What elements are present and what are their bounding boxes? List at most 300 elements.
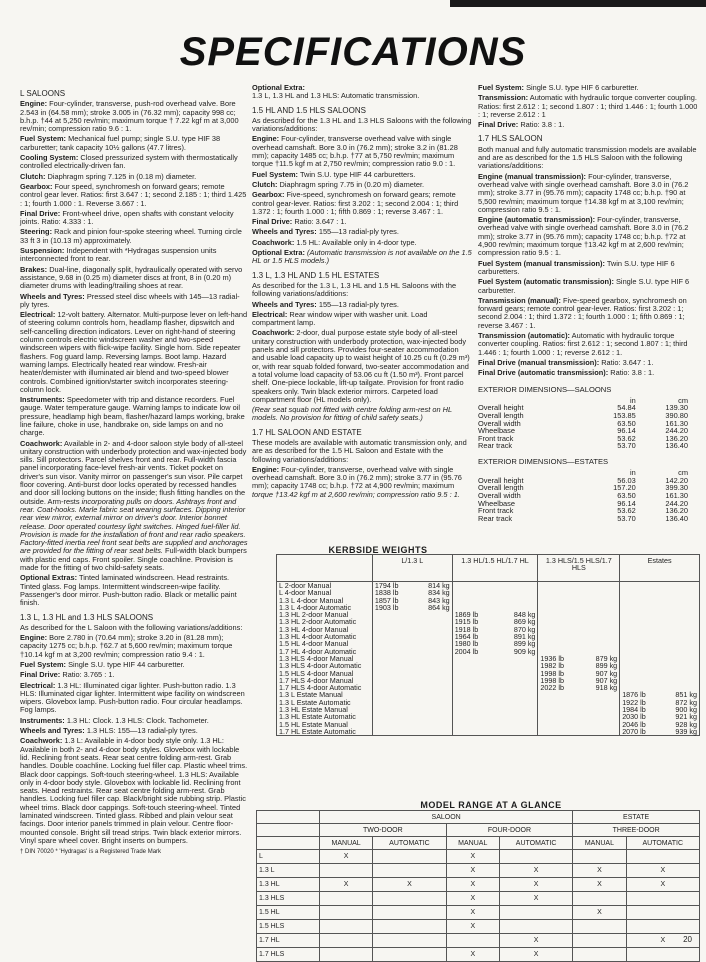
spec-label: Wheels and Tyres: [20, 726, 85, 736]
spec-text: Diaphragm spring 7.75 in (0.20 m) diameter. [279, 179, 425, 189]
spec-label: Steering: [20, 227, 53, 237]
dimension-cm: 161.30 [665, 418, 688, 428]
weight-lb: 1936 lb [540, 653, 565, 663]
section-heading-1-7-hl: 1.7 HL SALOON AND ESTATE [252, 427, 362, 437]
weight-kg: 843 kg [428, 595, 450, 605]
dimension-in: 53.70 [617, 441, 636, 451]
spec-item [478, 297, 700, 330]
spec-label: Brakes: [20, 264, 48, 274]
weight-lb: 2004 lb [454, 646, 479, 656]
kerbside-model-name: 1.3 HLS 4-door Manual [279, 653, 354, 663]
kerbside-estates-cell [620, 582, 700, 736]
kerbside-model-name: 1.3 L 4-door Manual [279, 595, 344, 605]
model-range-header-1 [257, 811, 700, 824]
kerbside-spacer [622, 633, 697, 640]
spec-label: Final Drive: [478, 120, 519, 130]
availability-mark [320, 892, 373, 906]
spec-item [252, 218, 472, 226]
kerbside-spacer [622, 589, 697, 596]
weight-kg: 864 kg [428, 602, 450, 612]
spec-item [20, 671, 248, 679]
availability-mark [373, 850, 446, 864]
availability-mark: X [320, 850, 373, 864]
model-range-row [257, 906, 700, 920]
weight-kg: 814 kg [428, 581, 450, 590]
spec-text: 12-volt battery. Alternator. Multi-purpose lever on left-hand of steering column controls horn, headlamp flasher, dipswitch and self-cancelling direction indicators. Lever on right-hand of steering column controls electric windscreen washer and two-speed windscreen wipers with flick-wipe facility. Single horn. Side repeater flashers. Fog guard lamp. Reversing lamps. Boot lamp. Hazard warning lamps. Electrically heated rear window. Fresh-air heater/demister with illuminated air blend and two-speed blower controls. Combined ignition/starter switch incorporates steering-column lock. [20, 310, 248, 394]
weight-kg: 900 kg [675, 705, 697, 715]
dimension-in: 53.62 [617, 433, 636, 443]
weight-lb: 2022 lb [540, 683, 565, 693]
availability-mark: X [446, 864, 499, 878]
dim-estates-body [478, 477, 688, 523]
spec-item [252, 84, 472, 101]
weight-lb: 2046 lb [622, 719, 646, 729]
spec-label: Engine: [20, 633, 48, 643]
weight-lb: 1998 lb [540, 668, 565, 678]
column-middle [252, 84, 472, 501]
spec-item [478, 121, 700, 129]
model-name: 1.3 HL [257, 878, 320, 892]
dimension-label: Overall width [478, 418, 521, 428]
spec-item [20, 154, 248, 171]
kerbside-model-name: 1.7 HL 4-door Automatic [279, 646, 357, 656]
weight-lb: 1876 lb [622, 690, 646, 700]
dimension-in: 56.03 [617, 475, 636, 485]
dim-unit-cm: cm [678, 468, 688, 478]
spec-label: Fuel System: [20, 660, 67, 669]
weight-kg: 851 kg [675, 690, 697, 700]
kerbside-model-name: 1.3 L Estate Automatic [279, 697, 351, 707]
kerbside-model-name: 1.3 L 4-door Automatic [279, 602, 352, 612]
spec-text: Single S.U. type HIF 6 carburetter. [526, 83, 639, 92]
dimension-label: Overall width [478, 491, 521, 501]
weight-lb: 1869 lb [454, 610, 479, 620]
availability-mark [373, 934, 446, 948]
model-name: 1.3 HLS [257, 892, 320, 906]
dim-unit-cm: cm [678, 395, 688, 405]
availability-mark [626, 892, 699, 906]
model-range-table [256, 810, 700, 962]
spec-label: Final Drive: [252, 217, 293, 227]
kerbside-model-name: 1.3 HL 4-door Automatic [279, 632, 357, 642]
l-saloon-spec-list [20, 100, 248, 607]
1-7-hl-spec-list-cont [478, 84, 700, 129]
availability-mark: X [499, 948, 572, 962]
kerbside-spacer [540, 582, 617, 589]
kerbside-spacer [622, 662, 697, 669]
spec-label: Fuel System: [252, 169, 299, 179]
model-range-row [257, 948, 700, 962]
spec-label: Transmission: [478, 93, 529, 103]
weight-kg: 899 kg [513, 639, 536, 649]
dimension-in: 63.50 [617, 491, 636, 501]
spec-text: Five-speed, synchromesh on forward gears; remote control gear-lever. Ratios: first 3.202 : 1; second 2.004 : 1; third 1.372 : 1; fourth 1.000 : 1; fifth 0.869 : 1; reverse 3.467 : 1. [252, 190, 459, 216]
kerbside-model-name: 1.5 HL 4-door Manual [279, 639, 349, 649]
spec-text: Speedometer with trip and distance recorders. Fuel gauge. Water temperature gauge. Warning lamps to indicate low oil pressure, headlamp high beam, flasher/hazard lamps working, brake line failure, choke in use, handbrake on, side lamps on and no charge. [20, 395, 245, 438]
section-intro: As described for the 1.3 HL and 1.3 HLS Saloons with the following variations/additions: [252, 115, 472, 134]
weight-kg: 928 kg [675, 719, 697, 729]
dimension-row [478, 442, 688, 450]
spec-label: Instruments: [20, 715, 65, 725]
kerbside-column-header: 1.3 HL/1.5 HL/1.7 HL [452, 555, 538, 582]
spec-item [20, 266, 248, 291]
spec-label: Wheels and Tyres: [252, 299, 317, 309]
section-intro: These models are available with automatic transmission only, and are as described for the 1.5 HL Saloon and Estate with the following variations/additions: [252, 437, 467, 464]
spec-item [20, 247, 248, 264]
kerbside-model-name: 1.3 HL 2-door Automatic [279, 617, 357, 627]
weight-kg: 848 kg [513, 610, 536, 620]
kerbside-model-name: 1.3 HL 4-door Manual [279, 624, 349, 634]
spec-text: Ratio: 3.765 : 1. [62, 670, 115, 680]
page-number: 20 [683, 935, 692, 944]
spec-item [478, 84, 700, 92]
dimension-label: Wheelbase [478, 426, 515, 436]
weight-kg: 834 kg [428, 588, 450, 598]
spec-text: Ratio: 3.647 : 1. [601, 357, 654, 367]
dimension-in: 63.50 [617, 418, 636, 428]
spec-item [20, 682, 248, 715]
spec-text-italic: torque †13.42 kgf m at 2,600 rev/min; compression ratio 9.5 : 1. [252, 489, 460, 499]
kerbside-spacer [622, 618, 697, 625]
spec-label: Engine: [20, 99, 48, 109]
model-range-row [257, 920, 700, 934]
kerbside-hl-cell [452, 582, 538, 736]
spec-item [252, 181, 472, 189]
spec-label: Electrical: [20, 310, 56, 320]
weight-lb: 1838 lb [374, 588, 399, 598]
spec-text: Single S.U. type HIF 44 carburetter. [68, 660, 185, 669]
spec-label: Engine (manual transmission): [478, 171, 587, 181]
dimensions-estates-table [478, 469, 688, 522]
estate-note: (Rear seat squab not fitted with centre folding arm-rest on HL models. No provision for fitting of child safety seats.) [252, 405, 452, 423]
dimension-cm: 161.30 [665, 491, 688, 501]
availability-mark: X [573, 906, 626, 920]
spec-text: Diaphragm spring 7.125 in (0.18 m) diameter. [47, 171, 197, 181]
automatic-header: AUTOMATIC [499, 837, 572, 850]
kerbside-model-name: L 2-door Manual [279, 581, 332, 590]
section-heading-estates: 1.3 L, 1.3 HL AND 1.5 HL ESTATES [252, 270, 380, 280]
dim-saloons-body [478, 404, 688, 450]
dimension-in: 153.85 [613, 410, 636, 420]
spec-item [478, 173, 700, 214]
spec-item [252, 171, 472, 179]
manual-header: MANUAL [320, 837, 373, 850]
spec-label: Cooling System: [20, 153, 79, 163]
spec-text: Four-cylinder, transverse, overhead valve with single overhead camshaft. Bore 3.0 in (76.2 mm); stroke 3.77 in (95.76 mm); capacity 1748 cc; b.h.p. †90 at 5,500 rev/min; maximum torque †14.38 kgf m at 3,100 rev/min; compression ratio 9.5 : 1. [478, 171, 689, 214]
kerbside-spacer [540, 589, 617, 596]
estate-spec-list [252, 301, 472, 405]
availability-mark [499, 850, 572, 864]
spec-item [478, 332, 700, 357]
availability-mark [373, 906, 446, 920]
model-range-header-3 [257, 837, 700, 850]
spec-item [20, 634, 248, 659]
kerbside-model-name: 1.5 HLS 4-door Manual [279, 668, 354, 678]
dimension-in: 96.14 [617, 426, 636, 436]
dimension-cm: 399.30 [665, 483, 688, 493]
spec-item [20, 311, 248, 394]
spec-text: Closed pressurized system with thermostatically controlled electrically-driven fan. [20, 153, 238, 171]
availability-mark [320, 906, 373, 920]
model-range-corner [257, 837, 320, 850]
spec-label: Coachwork: [20, 438, 63, 448]
kerbside-column-header: Estates [620, 555, 700, 582]
kerbside-spacer [622, 648, 697, 655]
weight-lb: 2030 lb [622, 712, 646, 722]
kerbside-spacer [455, 597, 536, 604]
column-right [478, 84, 700, 522]
spec-label: Transmission (automatic): [478, 331, 570, 341]
weight-kg: 870 kg [513, 624, 536, 634]
spec-item [478, 359, 700, 367]
spec-text: 1.3 HLS: 155—13 radial-ply tyres. [86, 726, 198, 736]
model-name: 1.3 L [257, 864, 320, 878]
kerbside-model-name: 1.3 HL Estate Automatic [279, 712, 356, 722]
kerbside-body-row [277, 582, 700, 736]
spec-label: Coachwork: [252, 237, 295, 247]
kerbside-spacer [622, 611, 697, 618]
model-range-row [257, 892, 700, 906]
dimension-label: Front track [478, 506, 514, 516]
spec-label: Optional Extras: [20, 573, 78, 583]
weight-kg: 899 kg [595, 661, 618, 671]
kerbside-weight-row [622, 728, 697, 735]
availability-mark: X [499, 892, 572, 906]
section-heading-1-7-hls: 1.7 HLS SALOON [478, 134, 543, 144]
spec-item [252, 249, 472, 266]
automatic-header: AUTOMATIC [373, 837, 446, 850]
weight-kg: 879 kg [595, 653, 618, 663]
spec-item [20, 228, 248, 245]
model-name: L [257, 850, 320, 864]
dimension-cm: 136.20 [665, 506, 688, 516]
availability-mark [499, 920, 572, 934]
manual-header: MANUAL [446, 837, 499, 850]
kerbside-spacer [622, 670, 697, 677]
availability-mark [373, 892, 446, 906]
kerbside-spacer [455, 582, 536, 589]
saloon-header: SALOON [320, 811, 573, 824]
weight-lb: 1982 lb [540, 661, 565, 671]
dimension-label: Overall height [478, 403, 524, 413]
availability-mark [320, 864, 373, 878]
dimension-in: 54.84 [617, 403, 636, 413]
spec-text: Dual-line, diagonally split, hydraulically operated with servo assistance, 9.68 in (0.25 m) diameter discs at front, 8 in (0.20 m) diameter drums with leading/trailing shoes at rear. [20, 264, 243, 291]
dimension-label: Overall length [478, 483, 524, 493]
spec-label: Final Drive (manual transmission): [478, 357, 600, 367]
weight-lb: 1964 lb [454, 632, 479, 642]
availability-mark [320, 948, 373, 962]
kerbside-model-name: L 4-door Manual [279, 588, 332, 598]
model-range-body [257, 850, 700, 962]
kerbside-model-name: 1.3 HL 2-door Manual [279, 610, 349, 620]
weight-lb: 1918 lb [454, 624, 479, 634]
spec-label: Final Drive: [20, 670, 61, 680]
kerbside-weight-row [540, 684, 617, 691]
spec-item [252, 466, 472, 499]
weight-kg: 921 kg [675, 712, 697, 722]
spec-label: Fuel System (automatic transmission): [478, 277, 614, 287]
model-range-header-2 [257, 824, 700, 837]
spec-label: Suspension: [20, 246, 65, 256]
dimensions-saloons-table [478, 397, 688, 450]
availability-mark: X [446, 920, 499, 934]
kerbside-model-name: 1.7 HLS 4-door Automatic [279, 683, 362, 693]
dimensions-saloons-title: EXTERIOR DIMENSIONS—SALOONS [478, 384, 612, 394]
spec-text: Bore 2.780 in (70.64 mm); stroke 3.20 in (81.28 mm); capacity 1275 cc; b.h.p. †62.7 at 5,600 rev/min; maximum torque †10.14 kgf m at 3,200 rev/min; compression ratio 9.4 : 1. [20, 633, 233, 659]
kerbside-weights-title: KERBSIDE WEIGHTS [328, 545, 428, 555]
spec-text: Ratio: 3.647 : 1. [294, 217, 347, 227]
weight-lb: 1915 lb [454, 617, 479, 627]
spec-text: Ratio: 3.8 : 1. [610, 368, 655, 378]
spec-text: Twin S.U. type HIF 44 carburetters. [299, 169, 416, 179]
spec-item [20, 440, 248, 573]
kerbside-spacer [540, 633, 617, 640]
spec-text: Automatic with hydraulic torque converter coupling. Ratios: first 2.612 : 1; second 1.807 : 1; third 1.446 : 1; fourth 1.000 : 1; reverse 2.612 : 1. [478, 331, 688, 357]
kerbside-hls-cell [538, 582, 620, 736]
spec-label: Wheels and Tyres: [20, 291, 85, 301]
four-door-header: FOUR-DOOR [446, 824, 573, 837]
kerbside-weight-row [455, 648, 536, 655]
dimension-label: Rear track [478, 513, 513, 523]
top-black-bar [450, 0, 706, 7]
dimension-in: 157.20 [613, 483, 636, 493]
dimension-cm: 136.40 [665, 441, 688, 451]
spec-text: Pressed steel disc wheels with 145—13 radial-ply tyres. [20, 291, 240, 309]
weight-kg: 891 kg [513, 632, 536, 642]
kerbside-spacer [622, 655, 697, 662]
weight-lb: 1980 lb [454, 639, 479, 649]
kerbside-spacer [622, 677, 697, 684]
spec-text: 1.3 HL: Illuminated cigar lighter. Push-button radio. 1.3 HLS: Illuminated cigar lighter. Intermittent wipe facility on windscreen wipers. Glovebox lamp. Push-button radio. Four circular headlamps. Fog lamps. [20, 680, 245, 715]
two-door-header: TWO-DOOR [320, 824, 447, 837]
dimension-in: 96.14 [617, 498, 636, 508]
dimension-cm: 136.20 [665, 433, 688, 443]
weight-lb: 1998 lb [540, 675, 565, 685]
availability-mark: X [499, 864, 572, 878]
availability-mark: X [499, 934, 572, 948]
section-intro: Both manual and fully automatic transmission models are available and are as described for the 1.5 HLS Saloon with the following variations/additions: [478, 144, 697, 171]
kerbside-models-cell [277, 582, 373, 736]
kerbside-spacer [540, 604, 617, 611]
kerbside-weight-row [375, 604, 450, 611]
spec-item [252, 301, 472, 309]
spec-text: Rear window wiper with washer unit. Load compartment lamp. [252, 309, 428, 328]
weight-lb: 1903 lb [374, 602, 399, 612]
kerbside-weights-table [276, 554, 700, 736]
kerbside-column-header: 1.3 HLS/1.5 HLS/1.7 HLS [538, 555, 620, 582]
spec-item [20, 173, 248, 181]
availability-mark: X [320, 878, 373, 892]
weight-lb: 1984 lb [622, 705, 646, 715]
availability-mark [573, 892, 626, 906]
availability-mark: X [626, 878, 699, 892]
spec-item [20, 661, 248, 669]
spec-text: (Automatic transmission is not available on the 1.5 HL or 1.5 HLS models.) [252, 248, 472, 266]
spec-text: 155—13 radial-ply tyres. [318, 227, 399, 237]
spec-text-cont: Full-width black bumpers with plastic end caps. Front spoiler. Single coachline. Provision is made for the fitting of two child-safety seats. [20, 546, 247, 573]
availability-mark [320, 934, 373, 948]
automatic-header: AUTOMATIC [626, 837, 699, 850]
kerbside-spacer [540, 618, 617, 625]
availability-mark [373, 864, 446, 878]
spec-label: Instruments: [20, 395, 65, 405]
availability-mark: X [499, 878, 572, 892]
dimension-cm: 136.40 [665, 513, 688, 523]
spec-label: Optional Extra: [252, 248, 305, 258]
spec-text: Four-cylinder, transverse, overhead valve with single overhead camshaft. Bore 3.0 in (76.2 mm); stroke 3.77 in (95.76 mm); capacity 1748 cc; b.h.p. †72 at 4,900 rev/min; maximum torque †13.42 kgf m at 2,600 rev/min; compression ratio 9.5 : 1. [478, 215, 689, 258]
spec-label: Fuel System (manual transmission): [478, 258, 605, 268]
availability-mark [626, 948, 699, 962]
spec-text: Four-cylinder, transverse, push-rod overhead valve. Bore 2.543 in (64.58 mm); stroke 3.005 in (76.32 mm); capacity 998 cc; b.h.p. †44 at 5,250 rev/min; maximum torque † 7.22 kgf m at 3,000 rev/min; compression ratio 9.6 : 1. [20, 99, 239, 134]
spec-text: Four-cylinder, transverse, overhead valve with single overhead camshaft. Bore 3.0 in (76.2 mm); stroke 3.77 in (95.76 mm); capacity 1748 cc; b.h.p. †72 at 4,900 rev/min; maximum [252, 464, 462, 491]
model-range-title: MODEL RANGE AT A GLANCE [420, 800, 562, 810]
kerbside-column-header [277, 555, 373, 582]
spec-text: Automatic with hydraulic torque converter coupling. Ratios: first 2.612 : 1; second 1.807 : 1; third 1.446 : 1; fourth 1.000 : 1; reverse 2.612 : 1 [478, 93, 698, 119]
spec-item [20, 210, 248, 227]
availability-mark: X [573, 864, 626, 878]
spec-item [20, 574, 248, 607]
spec-label: Clutch: [20, 171, 46, 181]
weight-lb: 1857 lb [374, 595, 399, 605]
model-range-corner [257, 824, 320, 837]
kerbside-column-header: L/1.3 L [372, 555, 452, 582]
column-left [20, 84, 248, 859]
dimension-label: Overall height [478, 475, 524, 485]
spec-label: Engine: [252, 464, 280, 474]
kerbside-header-row [277, 555, 700, 582]
kerbside-model-name: 1.3 L Estate Manual [279, 690, 343, 700]
kerbside-l-cell [372, 582, 452, 736]
kerbside-spacer [540, 640, 617, 647]
kerbside-model-name: 1.7 HLS 4-door Manual [279, 675, 354, 685]
model-name: 1.7 HLS [257, 948, 320, 962]
dimension-cm: 139.30 [665, 403, 688, 413]
kerbside-spacer [622, 626, 697, 633]
spec-text: 1.5 HL: Available only in 4-door type. [296, 237, 417, 247]
model-range-corner [257, 811, 320, 824]
1-5-saloon-spec-list [252, 135, 472, 265]
spec-text: 1.3 L, 1.3 HL and 1.3 HLS: Automatic transmission. [252, 91, 420, 101]
spec-text: 155—13 radial-ply tyres. [318, 299, 399, 309]
dimension-cm: 244.20 [665, 426, 688, 436]
spec-item [478, 278, 700, 295]
spec-text: 1.3 L: Available in 4-door body style only. 1.3 HL: Available in both 2- and 4-door body styles. Glovebox with lockable lid. Reclining front seats. Rear seat centre folding arm-rest. Grab handles. Double coachline. Locking fuel filler cap. Plastic wheel trims. Black door cappings. Soft-touch steering-wheel. 1.3 HLS: Available only in 4-door body style. Glovebox with lockable lid. Reclining front seats. Head restraints. Rear seat centre folding arm-rest. Grab handles. Locking fuel filler cap. Black/bright side rubbing strip. Plastic wheel trims. Black door cappings. Soft-touch steering-wheel. Tinted laminated windscreen. Tinted glass. Ribbed and plain velour seat facings. Door interior panels trimmed in plain velour. Centre floor-mounted console. Bright sill tread strips. Twin black exterior mirrors. Vinyl spare wheel cover. Bright inserts on bumpers. [20, 736, 248, 845]
spec-text: Mechanical fuel pump; single S.U. type HIF 38 carburetter; tank capacity 10½ gallons (47.7 litres). [20, 134, 221, 152]
weight-kg: 907 kg [595, 675, 618, 685]
spec-text: Independent with *Hydragas suspension units interconnected front to rear. [20, 246, 217, 264]
spec-item [478, 260, 700, 277]
spec-text: Ratio: 3.8 : 1. [520, 120, 565, 130]
availability-mark [373, 920, 446, 934]
dim-unit-in: in [629, 395, 636, 405]
manual-header: MANUAL [573, 837, 626, 850]
availability-mark [573, 920, 626, 934]
spec-item [252, 228, 472, 236]
dimension-in: 53.70 [617, 513, 636, 523]
kerbside-spacer [540, 611, 617, 618]
spec-label: Final Drive (automatic transmission): [478, 368, 609, 378]
availability-mark [573, 948, 626, 962]
availability-mark: X [446, 948, 499, 962]
spec-item [252, 239, 472, 247]
spec-label: Electrical: [252, 309, 288, 319]
availability-mark [499, 906, 572, 920]
spec-item [478, 94, 700, 119]
availability-mark [626, 920, 699, 934]
weight-kg: 939 kg [675, 726, 697, 736]
dimensions-estates-title: EXTERIOR DIMENSIONS—ESTATES [478, 456, 609, 466]
